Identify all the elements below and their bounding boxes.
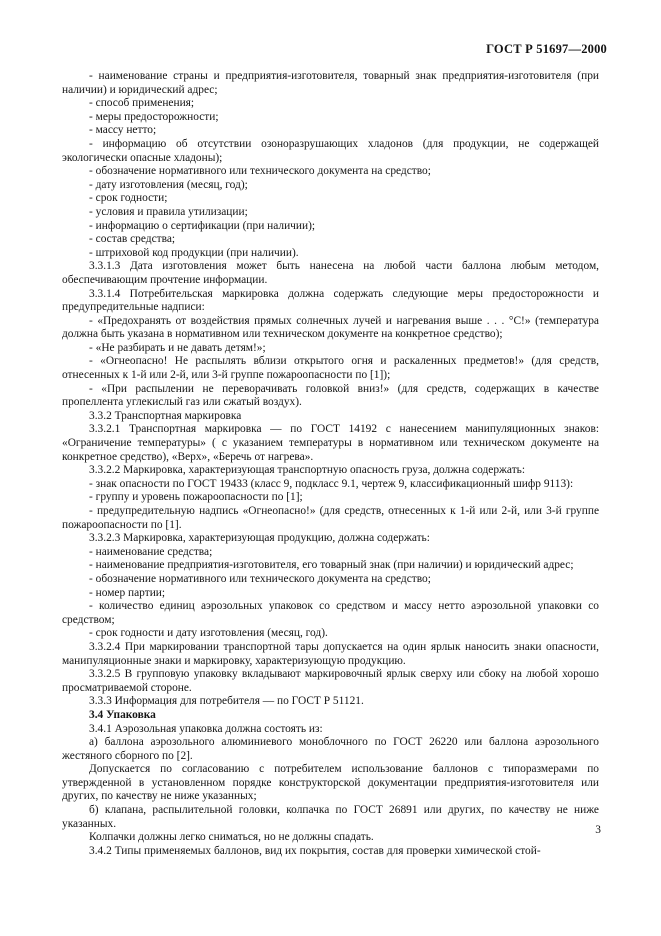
paragraph: 3.3.2.2 Маркировка, характеризующая транспортную опасность груза, должна содержать: [89,464,526,477]
paragraph: - массу нетто; [89,124,157,137]
paragraph: 3.3.2.5 В групповую упаковку вкладывают маркировочный ярлык сверху или сбоку на любой хорошо просматриваемой стороне. [62,668,599,694]
paragraph: - обозначение нормативного или технического документа на средство; [89,572,431,585]
paragraph: 3.4.2 Типы применяемых баллонов, вид их покрытия, состав для проверки химической стой- [89,844,541,857]
paragraph: - номер партии; [89,586,166,599]
paragraph: 3.3.3 Информация для потребителя — по ГОСТ Р 51121. [89,695,364,708]
paragraph: 3.3.2.3 Маркировка, характеризующая продукцию, должна содержать: [89,532,430,545]
paragraph: - «При распылении не переворачивать головкой вниз!» (для средств, содержащих в качестве пропеллента углекислый газ или сжатый воздух). [62,382,599,409]
paragraph: Допускается по согласованию с потребителем использование баллонов с типоразмерами по утвержденной в установленном порядке конструкторской документации предприятия-изготовителя или других, по качеству не ниже указанных; [62,763,599,803]
paragraph: - группу и уровень пожароопасности по [1]; [89,491,303,504]
paragraph: а) баллона аэрозольного алюминиевого моноблочного по ГОСТ 26220 или баллона аэрозольного жестяного сборного по [2]. [62,736,599,762]
paragraph: - штриховой код продукции (при наличии). [89,246,299,259]
paragraph: - информацию об отсутствии озоноразрушающих хладонов (для продукции, не содержащей экологически опасные хладоны); [62,137,599,164]
page-number: 3 [595,824,601,836]
section-heading: 3.4 Упаковка [89,708,156,721]
paragraph: - обозначение нормативного или технического документа на средство; [89,165,431,178]
document-header: ГОСТ Р 51697—2000 [486,42,607,56]
paragraph: б) клапана, распылительной головки, колпачка по ГОСТ 26891 или других, по качеству не ниже указанных. [62,804,599,830]
paragraph: - срок годности; [89,192,168,205]
paragraph: 3.3.2.1 Транспортная маркировка — по ГОСТ 14192 с нанесением манипуляционных знаков: «Ограничение температуры» ( с указанием температуры в нормативном или техническом документе на конкретное средство), «Верх», «Беречь от нагрева». [62,423,599,463]
paragraph: 3.3.1.4 Потребительская маркировка должна содержать следующие меры предосторожности и предупредительные надписи: [62,287,599,314]
document-body [62,70,599,858]
paragraph: - меры предосторожности; [89,110,219,123]
paragraph: 3.3.2.4 При маркировании транспортной тары допускается на один ярлык наносить знаки опасности, манипуляционные знаки и маркировку, характеризующую продукцию. [62,640,599,667]
paragraph: - наименование страны и предприятия-изготовителя, товарный знак предприятия-изготовителя (при наличии) и юридический адрес; [62,70,599,96]
paragraph: - знак опасности по ГОСТ 19433 (класс 9, подкласс 9.1, чертеж 9, классификационный шифр 9113): [89,477,574,490]
paragraph: Колпачки должны легко сниматься, но не должны спадать. [89,831,374,844]
paragraph: - срок годности и дату изготовления (месяц, год). [89,627,328,640]
paragraph: 3.3.1.3 Дата изготовления может быть нанесена на любой части баллона любым методом, обеспечивающим прочтение информации. [62,260,599,286]
paragraph: - дату изготовления (месяц, год); [89,178,248,191]
paragraph: - «Предохранять от воздействия прямых солнечных лучей и нагревания выше . . . °С!» (температура должна быть указана в нормативном или техническом документе на конкретное средство); [62,314,599,341]
paragraph: - состав средства; [89,233,176,246]
paragraph: - количество единиц аэрозольных упаковок со средством и массу нетто аэрозольной упаковки со средством; [62,600,599,626]
paragraph: - предупредительную надпись «Огнеопасно!» (для средств, отнесенных к 1-й или 2-й, или 3-й группе пожароопасности по [1]. [62,505,599,531]
paragraph: - «Не разбирать и не давать детям!»; [89,341,266,354]
paragraph: - условия и правила утилизации; [89,205,248,218]
paragraph: 3.4.1 Аэрозольная упаковка должна состоять из: [89,722,323,735]
paragraph: - наименование средства; [89,545,213,558]
paragraph: - наименование предприятия-изготовителя, его товарный знак (при наличии) и юридический адрес; [89,559,574,572]
paragraph: - «Огнеопасно! Не распылять вблизи открытого огня и раскаленных предметов!» (для средств, отнесенных к 1-й или 2-й, или 3-й группе пожароопасности по [1]); [62,355,599,382]
paragraph: 3.3.2 Транспортная маркировка [89,409,242,422]
paragraph: - способ применения; [89,97,195,110]
paragraph: - информацию о сертификации (при наличии); [89,219,316,232]
